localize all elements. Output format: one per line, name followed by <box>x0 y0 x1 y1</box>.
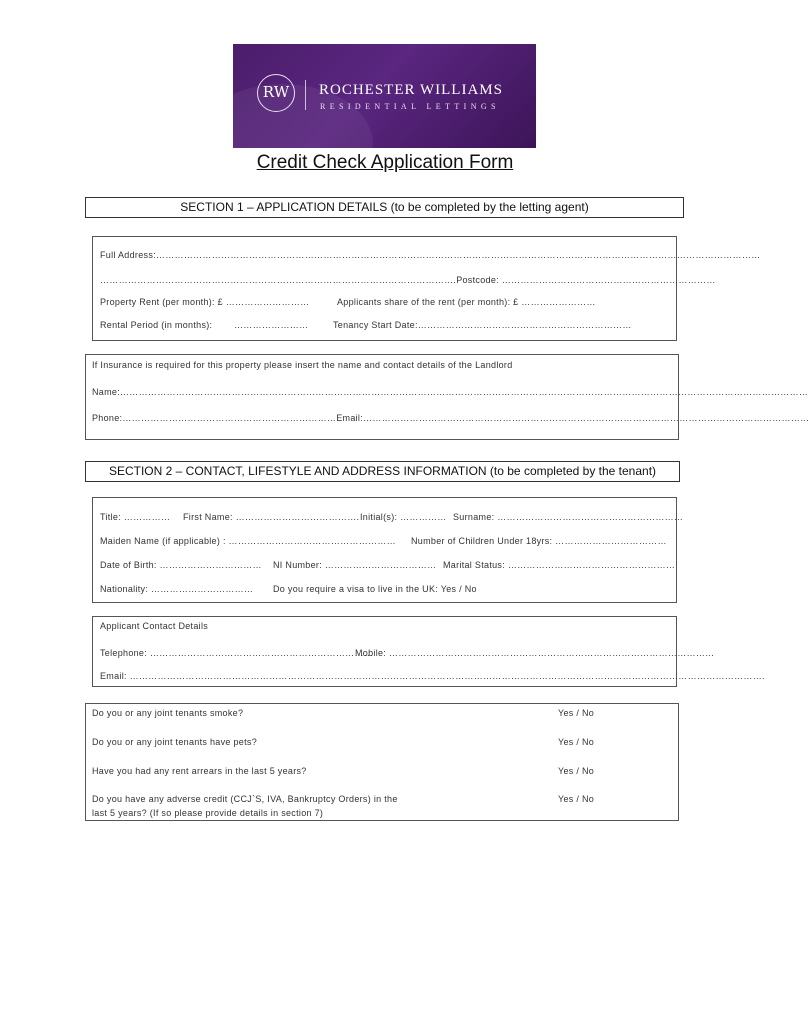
tenancy-start-field[interactable]: Tenancy Start Date:…………………………………………………………… <box>333 320 632 330</box>
answer-smoke[interactable]: Yes / No <box>558 708 595 718</box>
company-logo <box>233 44 536 148</box>
address-postcode-field[interactable]: …………………………………………………………………………………………………….Postcode: …………………………………………………………… <box>100 275 716 285</box>
form-title: Credit Check Application Form <box>256 152 514 173</box>
question-adverse-credit-line2: last 5 years? (If so please provide details in section 7) <box>92 808 324 818</box>
landlord-name-field[interactable]: Name:…………………………………………………………………………………………………………………………………………………………………………………………………… <box>92 387 809 397</box>
property-rent-field[interactable]: Property Rent (per month): £ ……………………… <box>100 297 310 307</box>
telephone-field[interactable]: Telephone: ……………………………………………………………… <box>100 648 374 658</box>
answer-pets[interactable]: Yes / No <box>558 737 595 747</box>
insurance-intro: If Insurance is required for this property please insert the name and contact details of the Landlord <box>92 360 513 370</box>
visa-question[interactable]: Do you require a visa to live in the UK: Yes / No <box>273 584 477 594</box>
question-pets: Do you or any joint tenants have pets? <box>92 737 257 747</box>
section2-heading: SECTION 2 – CONTACT, LIFESTYLE AND ADDRESS INFORMATION (to be completed by the tenant) <box>85 461 680 482</box>
marital-status-field[interactable]: Marital Status: ……………………………………………… <box>443 560 676 570</box>
full-address-field[interactable]: Full Address:…………………………………………………………………………………………………………………………………………………………………………… <box>100 250 761 260</box>
title-field[interactable]: Title: …………… <box>100 512 171 522</box>
logo-monogram: RW <box>257 74 295 112</box>
mobile-field[interactable]: Mobile: …………………………………………………………………………………………… <box>355 648 715 658</box>
question-smoke: Do you or any joint tenants smoke? <box>92 708 244 718</box>
applicants-share-field[interactable]: Applicants share of the rent (per month): £ …………………… <box>337 297 596 307</box>
question-adverse-credit: Do you have any adverse credit (CCJ`S, IVA, Bankruptcy Orders) in the <box>92 794 398 804</box>
question-rent-arrears: Have you had any rent arrears in the last 5 years? <box>92 766 307 776</box>
landlord-phone-email-field[interactable]: Phone:……………………………………………………………Email:……………………………………………………………………………………………………………………………… <box>92 413 809 423</box>
email-field[interactable]: Email: ……………………………………………………………………………………………………………………………………………………………………………………. <box>100 671 765 681</box>
first-name-field[interactable]: First Name: …………………………………. <box>183 512 360 522</box>
rental-period-label: Rental Period (in months): <box>100 320 213 330</box>
section1-heading: SECTION 1 – APPLICATION DETAILS (to be completed by the letting agent) <box>85 197 684 218</box>
date-of-birth-field[interactable]: Date of Birth: …………………………… <box>100 560 262 570</box>
maiden-name-field[interactable]: Maiden Name (if applicable) : ……………………………………………… <box>100 536 396 546</box>
surname-field[interactable]: Surname: …………………………………………………… <box>453 512 684 522</box>
ni-number-field[interactable]: NI Number: ……………………………… <box>273 560 437 570</box>
logo-company-name: ROCHESTER WILLIAMS <box>319 82 503 98</box>
answer-adverse-credit[interactable]: Yes / No <box>558 794 595 804</box>
logo-divider <box>305 80 306 110</box>
nationality-field[interactable]: Nationality: …………………………… <box>100 584 254 594</box>
contact-details-heading: Applicant Contact Details <box>100 621 209 631</box>
rental-period-field[interactable]: …………………… <box>234 320 309 330</box>
children-field[interactable]: Number of Children Under 18yrs: ……………………………… <box>411 536 667 546</box>
answer-rent-arrears[interactable]: Yes / No <box>558 766 595 776</box>
logo-company-subtitle: RESIDENTIAL LETTINGS <box>320 102 500 111</box>
initials-field[interactable]: Initial(s): …………… <box>360 512 447 522</box>
